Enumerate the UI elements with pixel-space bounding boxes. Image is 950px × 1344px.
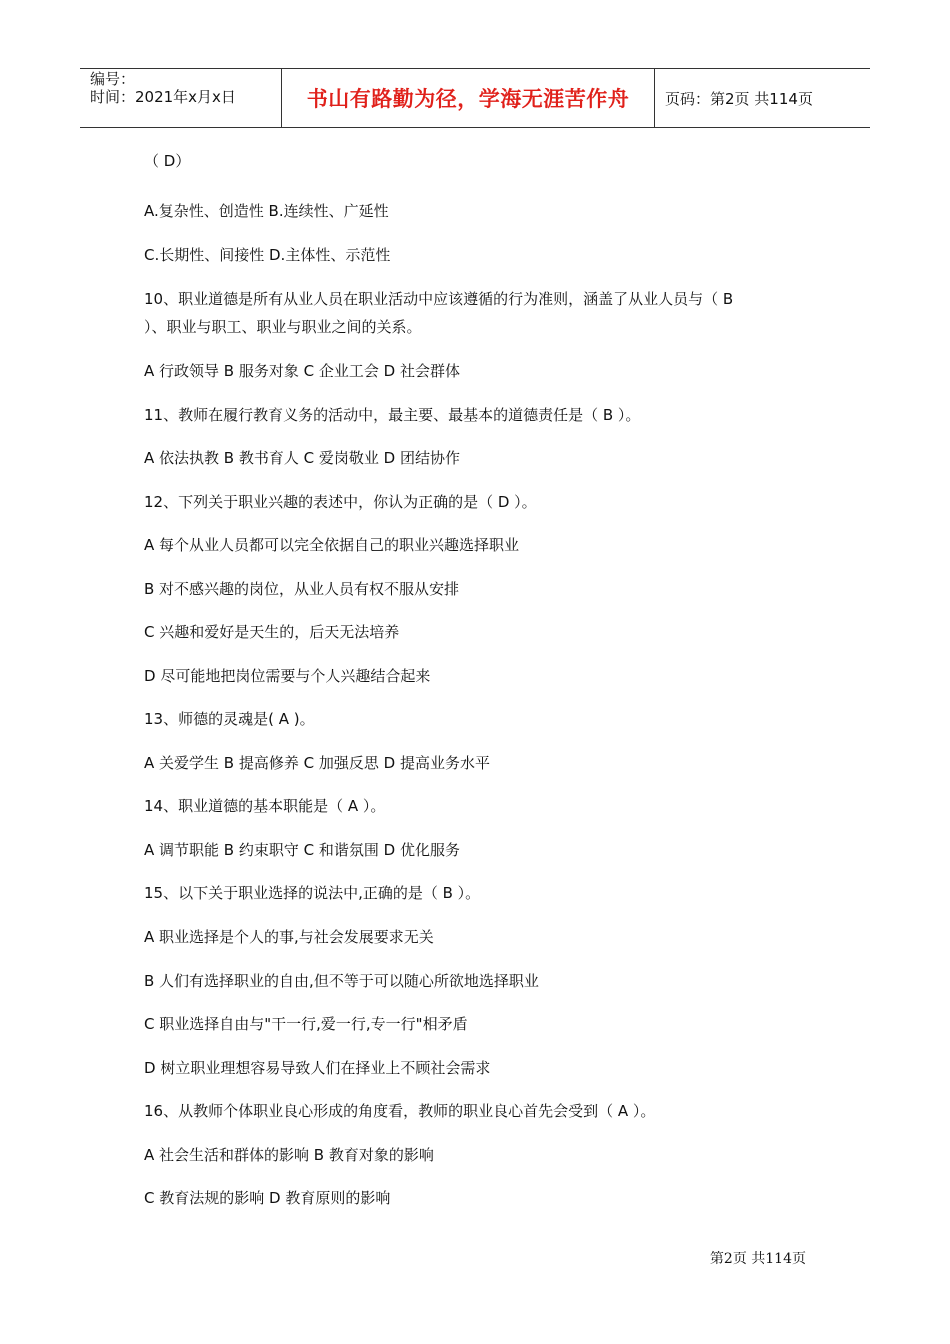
document-line: B 对不感兴趣的岗位，从业人员有权不服从安排 [144, 580, 460, 598]
document-line: C.长期性、间接性 D.主体性、示范性 [144, 246, 391, 264]
document-line: C 兴趣和爱好是天生的，后天无法培养 [144, 623, 400, 641]
header-page-cell [655, 69, 870, 127]
document-line: D 尽可能地把岗位需要与个人兴趣结合起来 [144, 667, 431, 685]
document-line: 10、职业道德是所有从业人员在职业活动中应该遵循的行为准则，涵盖了从业人员与（ B [144, 290, 734, 308]
header-page-info: 页码：第2页 共114页 [665, 89, 813, 108]
footer-page-number: 第2页 共114页 [709, 1251, 806, 1267]
page-footer [710, 1248, 806, 1268]
document-line: 16、从教师个体职业良心形成的角度看，教师的职业良心首先会受到（ A ）。 [144, 1102, 656, 1120]
document-line: A 行政领导 B 服务对象 C 企业工会 D 社会群体 [144, 362, 460, 380]
document-line: A 关爱学生 B 提高修养 C 加强反思 D 提高业务水平 [144, 754, 490, 772]
document-line: A 职业选择是个人的事,与社会发展要求无关 [144, 928, 434, 946]
document-line: 15、以下关于职业选择的说法中,正确的是（ B ）。 [144, 884, 481, 902]
document-line: 14、职业道德的基本职能是（ A ）。 [144, 797, 386, 815]
document-line: C 教育法规的影响 D 教育原则的影响 [144, 1189, 391, 1207]
document-line: （ D） [144, 152, 191, 170]
document-line: A 社会生活和群体的影响 B 教育对象的影响 [144, 1146, 434, 1164]
document-line: A 依法执教 B 教书育人 C 爱岗敬业 D 团结协作 [144, 449, 460, 467]
page-header [80, 68, 870, 128]
header-meta [80, 69, 282, 127]
document-line: 11、教师在履行教育义务的活动中，最主要、最基本的道德责任是（ B ）。 [144, 406, 641, 424]
document-number-label: 编号： [90, 70, 136, 88]
motto-text: 书山有路勤为径，学海无涯苦作舟 [306, 87, 630, 111]
document-line: C 职业选择自由与"干一行,爱一行,专一行"相矛盾 [144, 1015, 468, 1033]
document-line: A 调节职能 B 约束职守 C 和谐氛围 D 优化服务 [144, 841, 460, 859]
header-motto-cell [282, 69, 655, 127]
document-line: 12、下列关于职业兴趣的表述中，你认为正确的是（ D ）。 [144, 493, 537, 511]
document-line: 13、师德的灵魂是( A )。 [144, 710, 315, 728]
document-line: A.复杂性、创造性 B.连续性、广延性 [144, 202, 389, 220]
document-line: D 树立职业理想容易导致人们在择业上不顾社会需求 [144, 1059, 491, 1077]
document-line: B 人们有选择职业的自由,但不等于可以随心所欲地选择职业 [144, 972, 539, 990]
document-date: 时间：2021年x月x日 [90, 88, 236, 106]
document-line: ）、职业与职工、职业与职业之间的关系。 [144, 318, 422, 336]
document-line: A 每个从业人员都可以完全依据自己的职业兴趣选择职业 [144, 536, 520, 554]
